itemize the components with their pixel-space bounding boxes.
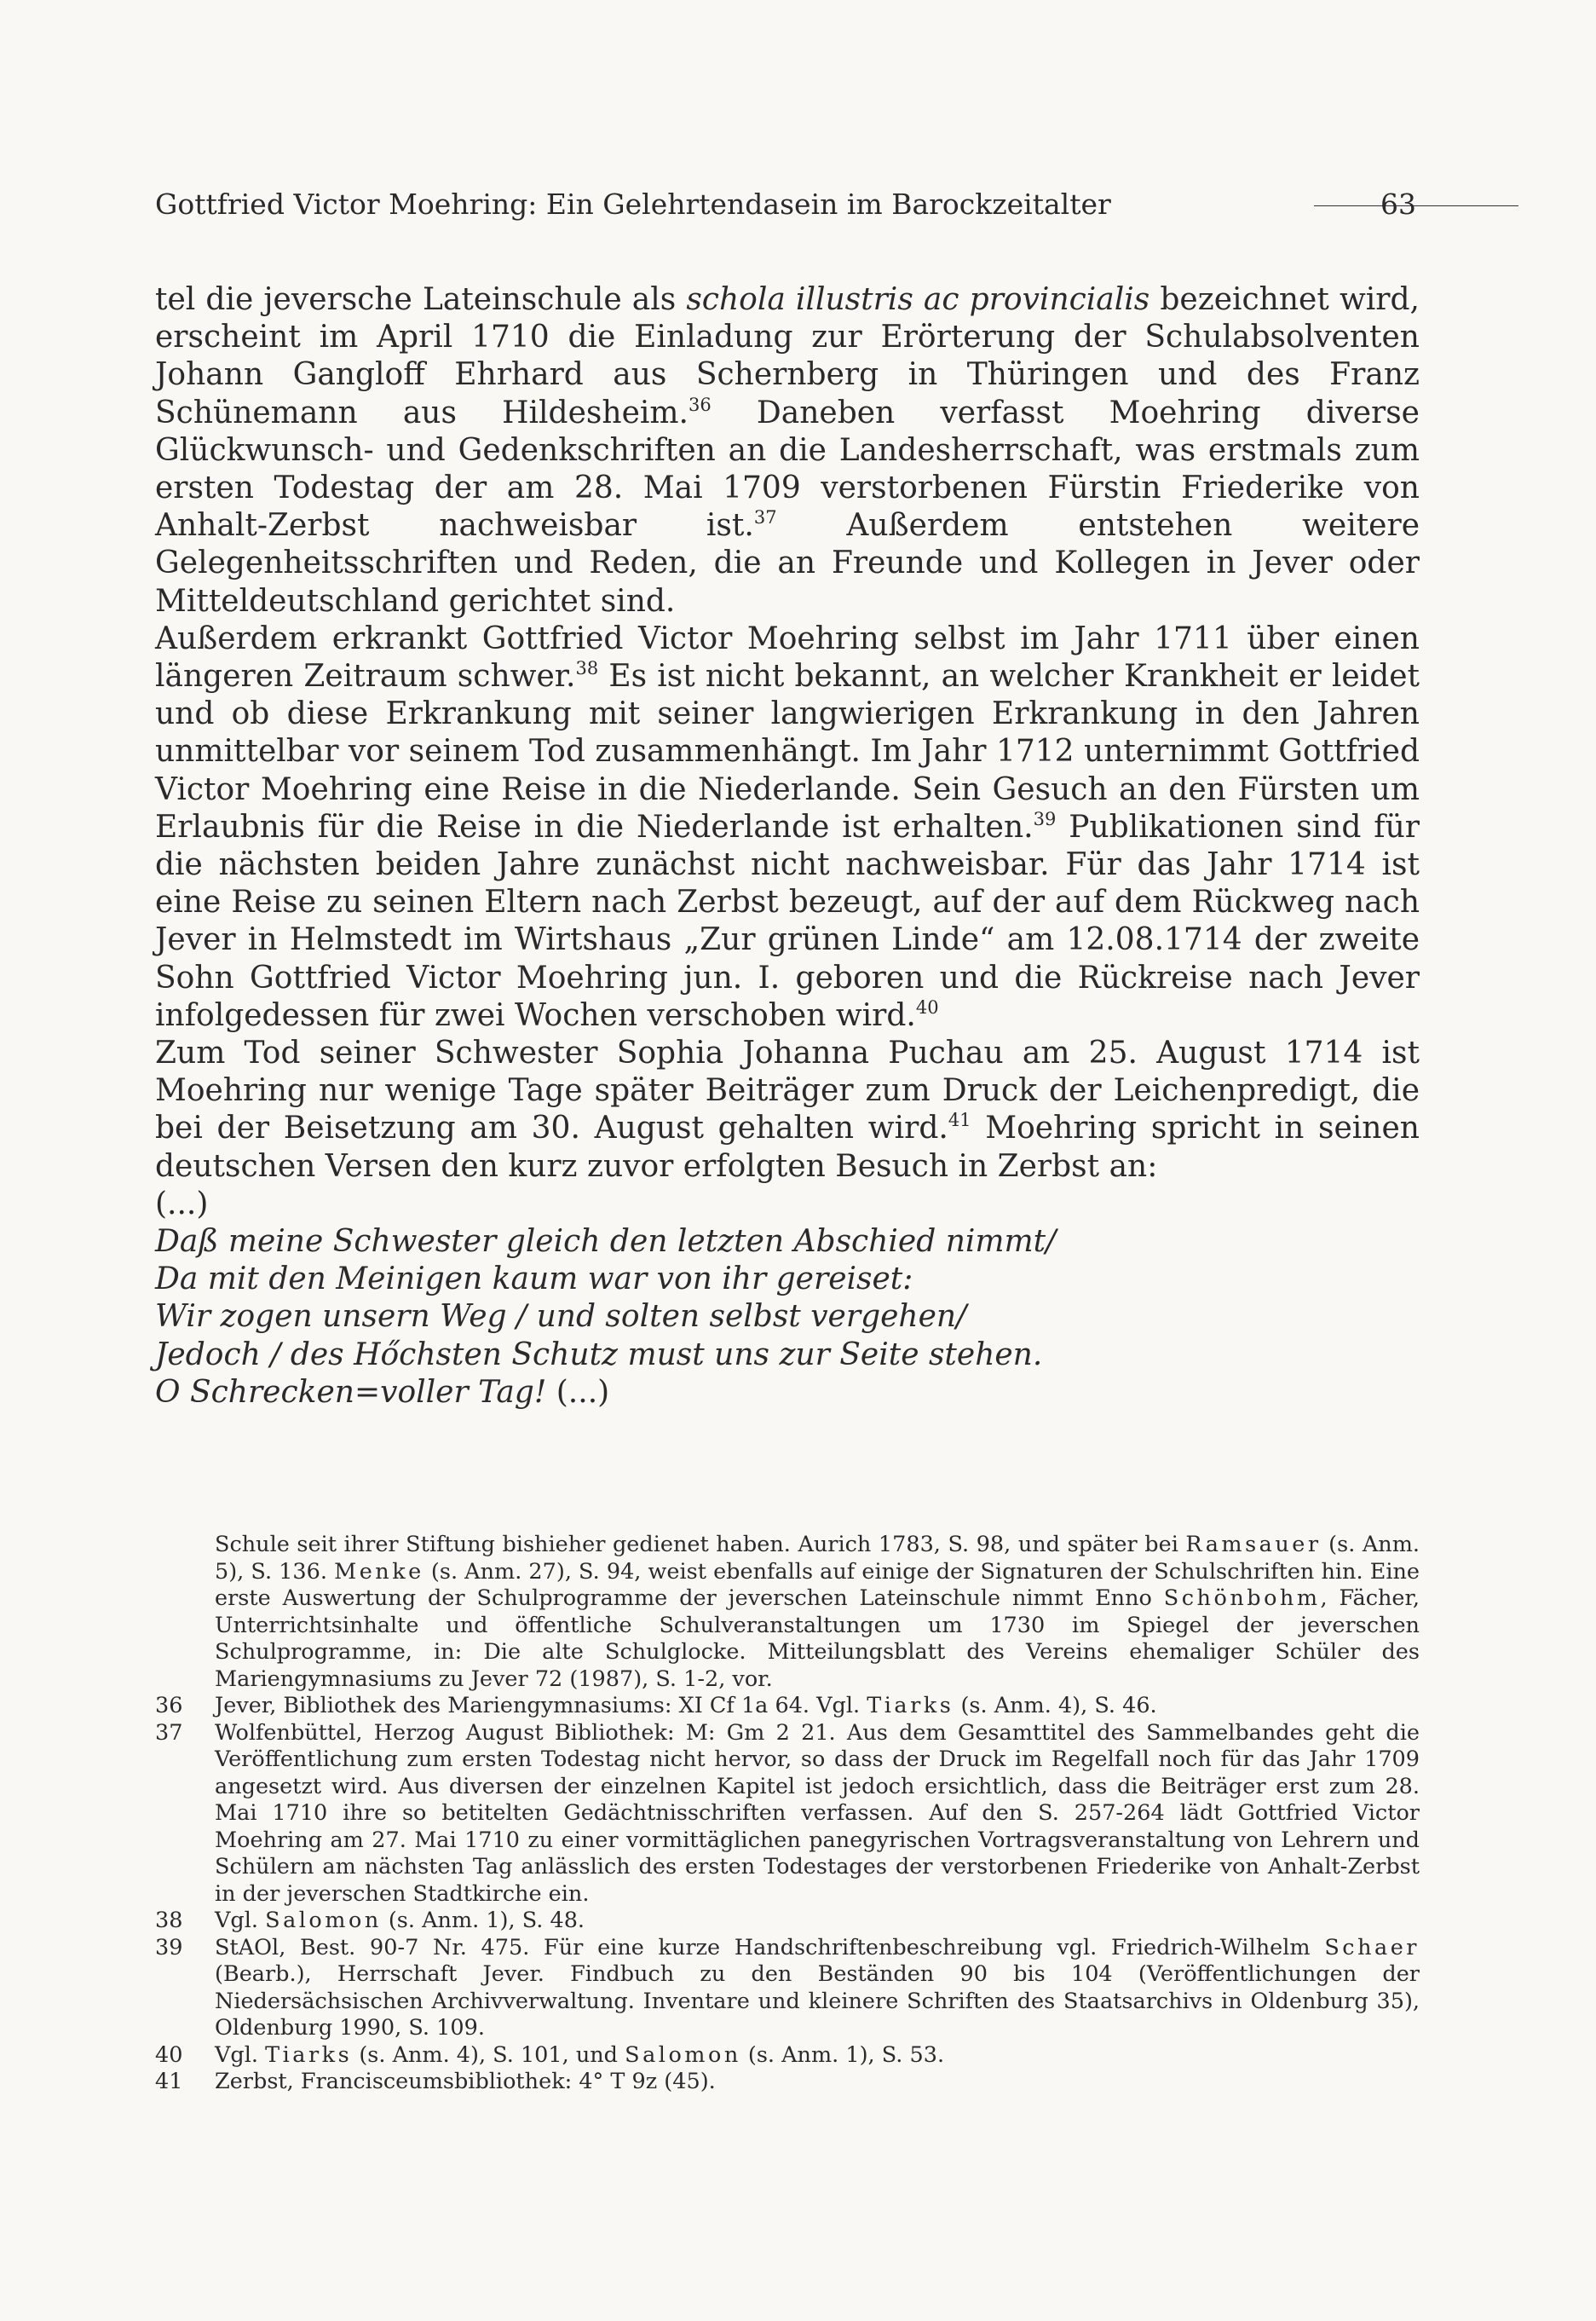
text-run: Außerdem erkrankt Gottfried Victor Moehring selbst im Jahr 1711 über einen längeren Zeitraum schwer. (155, 621, 1420, 695)
footnote-40: 40 Vgl. Tiarks (s. Anm. 4), S. 101, und Salomon (s. Anm. 1), S. 53. (155, 2041, 945, 2068)
verse-line: Wir zogen unsern Weg / und solten selbst vergehen/ (155, 1299, 967, 1335)
footnote-number: 40 (155, 2041, 183, 2068)
footnote-ref[interactable]: 38 (575, 658, 599, 679)
paragraph (155, 621, 1420, 1035)
footnote-ref[interactable]: 36 (688, 394, 712, 415)
footnote-37: 37 Wolfenbüttel, Herzog August Bibliothek: M: Gm 2 21. Aus dem Gesamttitel des Sammelbandes geht die Veröffentlichung zum ersten Todestag nicht hervor, so dass der Druck im Regelfall noch für das Jahr 1709 angesetzt wird. Aus diversen der einzelnen Kapitel ist jedoch ersichtlich, dass die Beiträger erst zum 28. Mai 1710 ihre so betitelten Gedächtnisschriften verfassen. Auf den S. 257-264 lädt Gottfried Victor Moehring am 27. Mai 1710 zu einer vormittäglichen panegyrischen Vortragsveranstaltung von Lehrern und Schülern am nächsten Tag anlässlich des ersten Todestages der verstorbenen Friederike von Anhalt-Zerbst in der jeverschen Stadtkirche ein. (155, 1719, 1420, 1907)
footnote-ref[interactable]: 41 (948, 1110, 971, 1131)
header-rule (1314, 205, 1518, 206)
footnote-number: 39 (155, 1934, 183, 1960)
running-title: Gottfried Victor Moehring: Ein Gelehrtendasein im Barockzeitalter (155, 188, 1111, 221)
footnote-36: 36 Jever, Bibliothek des Mariengymnasiums: XI Cf 1a 64. Vgl. Tiarks (s. Anm. 4), S. 46. (155, 1693, 1157, 1718)
quote-ellipsis: (...) (155, 1186, 209, 1221)
verse-line: O Schrecken=voller Tag! (...) (155, 1374, 610, 1410)
running-header (155, 183, 1416, 226)
latin-phrase: schola illustris ac provincialis (686, 282, 1150, 317)
footnotes (155, 1532, 1420, 2096)
footnote-ref[interactable]: 40 (915, 996, 939, 1018)
paragraph (155, 281, 1420, 621)
verse-line: Daß meine Schwester gleich den letzten Abschied nimmt/ (155, 1224, 1057, 1260)
text-run: Es ist nicht bekannt, an welcher Krankheit er leidet und ob diese Erkrankung mit seiner langwierigen Erkrankung in den Jahren unmittelbar vor seinem Tod zusammenhängt. Im Jahr 1712 unternimmt Gottfried Victor Moehring eine Reise in die Niederlande. Sein Gesuch an den Fürsten um Erlaubnis für die Reise in die Niederlande ist erhalten. (155, 659, 1420, 845)
text-run: bezeichnet wird, erscheint im April 1710 die Einladung zur Erörterung der Schulabsolventen Johann Gangloff Ehrhard aus Schernberg in Thüringen und des Franz Schünemann aus Hildesheim. (155, 282, 1420, 430)
main-text (155, 281, 1420, 1412)
page-number: 63 (1380, 188, 1416, 221)
footnote-number: 36 (155, 1693, 183, 1718)
verse-quote (155, 1223, 1420, 1412)
paragraph (155, 1035, 1420, 1186)
footnote-number: 38 (155, 1908, 183, 1933)
verse-line: Jedoch / des Hőchsten Schutz must uns zur Seite stehen. (155, 1337, 1043, 1372)
text-run: Moehring spricht in seinen deutschen Versen den kurz zuvor erfolgten Besuch in Zerbst an: (155, 1111, 1420, 1184)
footnote-ref[interactable]: 37 (753, 507, 777, 528)
text-run: tel die jeversche Lateinschule als (155, 282, 687, 317)
footnote-41: 41 Zerbst, Francisceumsbibliothek: 4° T 9z (45). (155, 2069, 716, 2094)
footnote-38: 38 Vgl. Salomon (s. Anm. 1), S. 48. (155, 1908, 585, 1933)
footnote-ref[interactable]: 39 (1033, 808, 1057, 829)
text-run: Außerdem entstehen weitere Gelegenheitsschriften und Reden, die an Freunde und Kollegen in Jever oder Mitteldeutschland gerichtet sind. (155, 508, 1420, 619)
verse-line: Da mit den Meinigen kaum war von ihr gereiset: (155, 1262, 913, 1297)
text-run: Daneben verfasst Moehring diverse Glückwunsch- und Gedenkschriften an die Landesherrschaft, was erstmals zum ersten Todestag der am 28. Mai 1709 verstorbenen Fürstin Friederike von Anhalt-Zerbst nachweisbar ist. (155, 395, 1420, 544)
footnote-number: 37 (155, 1719, 183, 1746)
text-run: Publikationen sind für die nächsten beiden Jahre zunächst nicht nachweisbar. Für das Jahr 1714 ist eine Reise zu seinen Eltern nach Zerbst bezeugt, auf der auf dem Rückweg nach Jever in Helmstedt im Wirtshaus „Zur grünen Linde“ am 12.08.1714 der zweite Sohn Gottfried Victor Moehring jun. I. geboren und die Rückreise nach Jever infolgedessen für zwei Wochen verschoben wird. (155, 809, 1420, 1033)
footnote-number: 41 (155, 2069, 183, 2094)
text-run: Zum Tod seiner Schwester Sophia Johanna Puchau am 25. August 1714 ist Moehring nur wenige Tage später Beiträger zum Druck der Leichenpredigt, die bei der Beisetzung am 30. August gehalten wird. (155, 1036, 1420, 1146)
footnote-continuation: Schule seit ihrer Stiftung bishieher gedienet haben. Aurich 1783, S. 98, und später bei Ramsauer (s. Anm. 5), S. 136. Menke (s. Anm. 27), S. 94, weist ebenfalls auf einige der Signaturen der Schulschriften hin. Eine erste Auswertung der Schulprogramme der jeverschen Lateinschule nimmt Enno Schönbohm, Fächer, Unterrichtsinhalte und öffentliche Schulveranstaltungen um 1730 im Spiegel der jeverschen Schulprogramme, in: Die alte Schulglocke. Mitteilungsblatt des Vereins ehemaliger Schüler des Mariengymnasiums zu Jever 72 (1987), S. 1-2, vor. (215, 1532, 1420, 1692)
footnote-39: 39 StAOl, Best. 90-7 Nr. 475. Für eine kurze Handschriftenbeschreibung vgl. Friedrich-Wilhelm Schaer (Bearb.), Herrschaft Jever. Findbuch zu den Beständen 90 bis 104 (Veröffentlichungen der Niedersächsischen Archivverwaltung. Inventare und kleinere Schriften des Staatsarchivs in Oldenburg 35), Oldenburg 1990, S. 109. (155, 1934, 1420, 2041)
